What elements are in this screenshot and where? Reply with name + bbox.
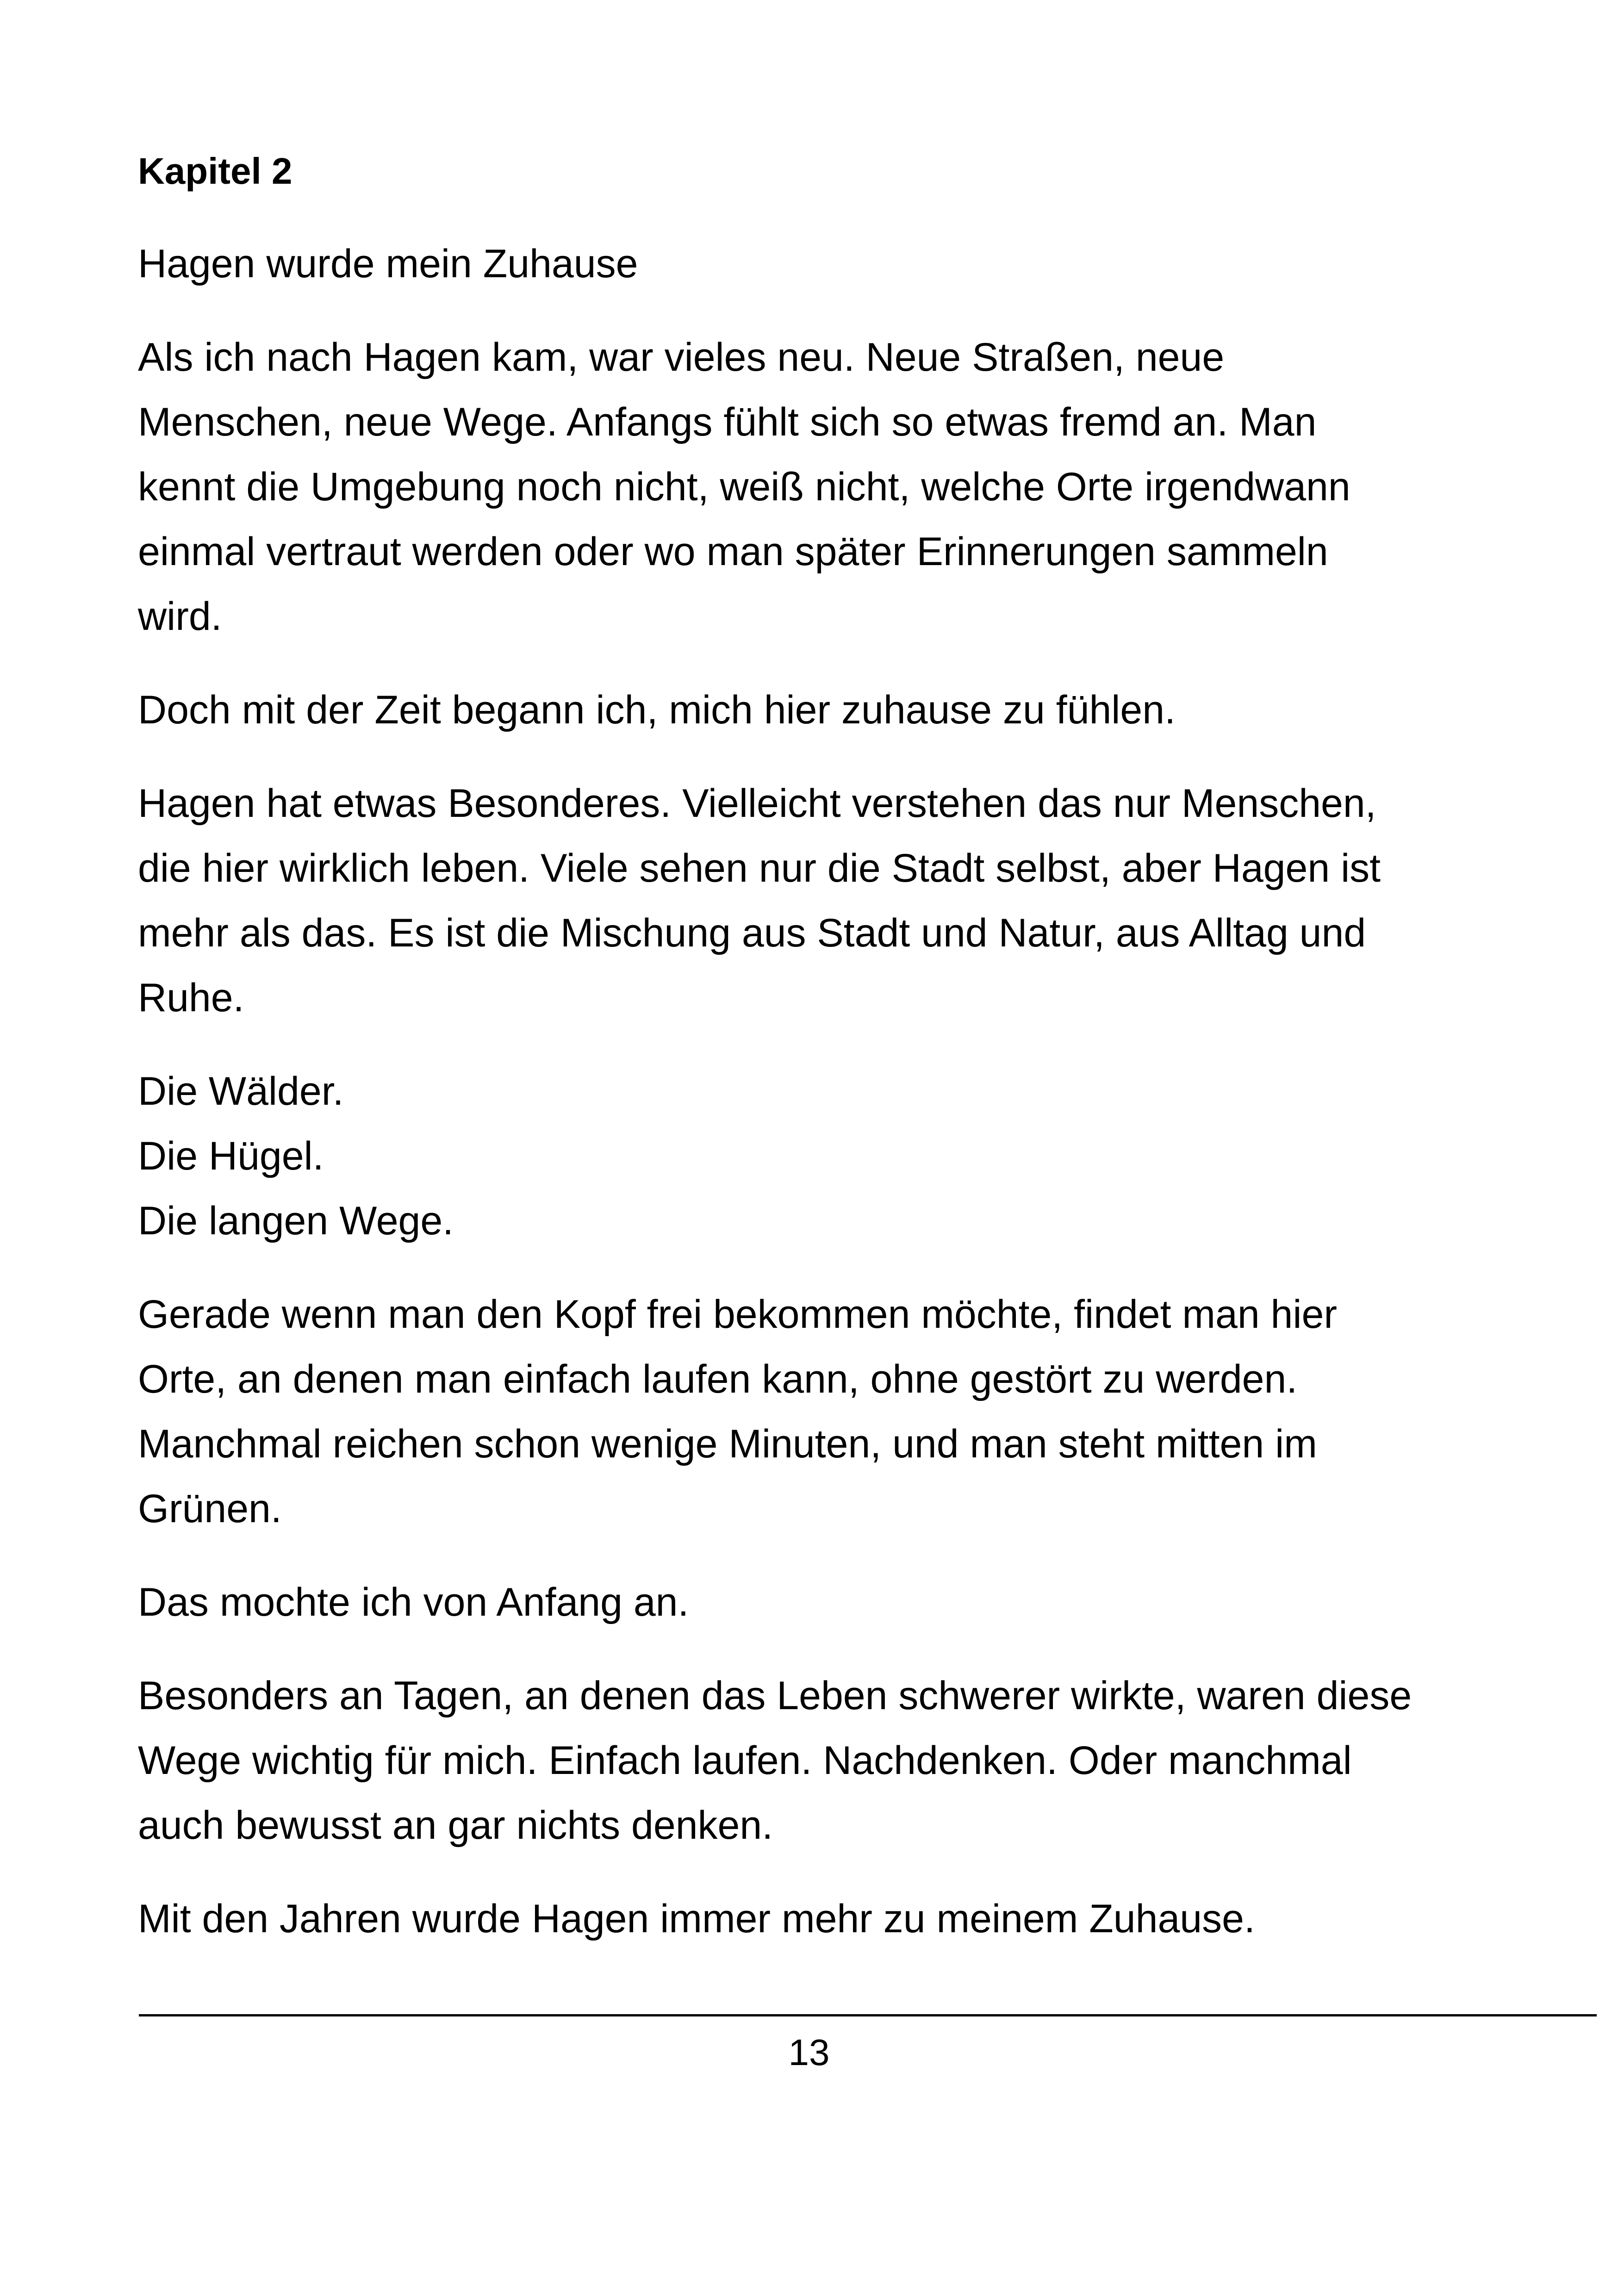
text-line: wird. — [138, 594, 222, 639]
text-line: Die Hügel. — [138, 1134, 324, 1178]
text-line: Hagen hat etwas Besonderes. Vielleicht verstehen das nur Menschen, — [138, 781, 1376, 826]
page-content — [138, 139, 1480, 1980]
paragraph — [138, 678, 1480, 742]
paragraph — [138, 325, 1480, 649]
text-line: kennt die Umgebung noch nicht, weiß nicht, welche Orte irgendwann — [138, 465, 1350, 509]
text-line: auch bewusst an gar nichts denken. — [138, 1803, 773, 1848]
text-line: Ruhe. — [138, 976, 244, 1020]
chapter-heading: Kapitel 2 — [138, 150, 292, 192]
paragraph — [138, 1282, 1480, 1541]
paragraph-subtitle — [138, 231, 1480, 296]
text-line: Hagen wurde mein Zuhause — [138, 242, 638, 286]
text-line: Orte, an denen man einfach laufen kann, ohne gestört zu werden. — [138, 1357, 1298, 1401]
paragraph — [138, 1663, 1480, 1858]
text-line: Menschen, neue Wege. Anfangs fühlt sich so etwas fremd an. Man — [138, 400, 1317, 444]
footer-divider — [139, 2014, 1597, 2016]
text-line: Besonders an Tagen, an denen das Leben schwerer wirkte, waren diese — [138, 1674, 1412, 1718]
page-number: 13 — [788, 2032, 830, 2073]
text-line: Als ich nach Hagen kam, war vieles neu. Neue Straßen, neue — [138, 335, 1225, 380]
text-line: Mit den Jahren wurde Hagen immer mehr zu meinem Zuhause. — [138, 1897, 1255, 1941]
paragraph — [138, 1886, 1480, 1951]
text-line: einmal vertraut werden oder wo man später Erinnerungen sammeln — [138, 529, 1328, 574]
text-line: Manchmal reichen schon wenige Minuten, und man steht mitten im — [138, 1422, 1317, 1466]
text-line: Die langen Wege. — [138, 1199, 454, 1243]
text-line: Wege wichtig für mich. Einfach laufen. Nachdenken. Oder manchmal — [138, 1738, 1352, 1783]
text-line: Die Wälder. — [138, 1069, 344, 1114]
paragraph — [138, 771, 1480, 1030]
text-line: Doch mit der Zeit begann ich, mich hier zuhause zu fühlen. — [138, 688, 1176, 732]
paragraph — [138, 1059, 1480, 1253]
text-line: Grünen. — [138, 1487, 282, 1531]
text-line: mehr als das. Es ist die Mischung aus Stadt und Natur, aus Alltag und — [138, 911, 1366, 955]
text-line: Gerade wenn man den Kopf frei bekommen möchte, findet man hier — [138, 1292, 1337, 1337]
text-line: die hier wirklich leben. Viele sehen nur die Stadt selbst, aber Hagen ist — [138, 846, 1381, 890]
paragraph — [138, 1570, 1480, 1635]
text-line: Das mochte ich von Anfang an. — [138, 1580, 689, 1624]
